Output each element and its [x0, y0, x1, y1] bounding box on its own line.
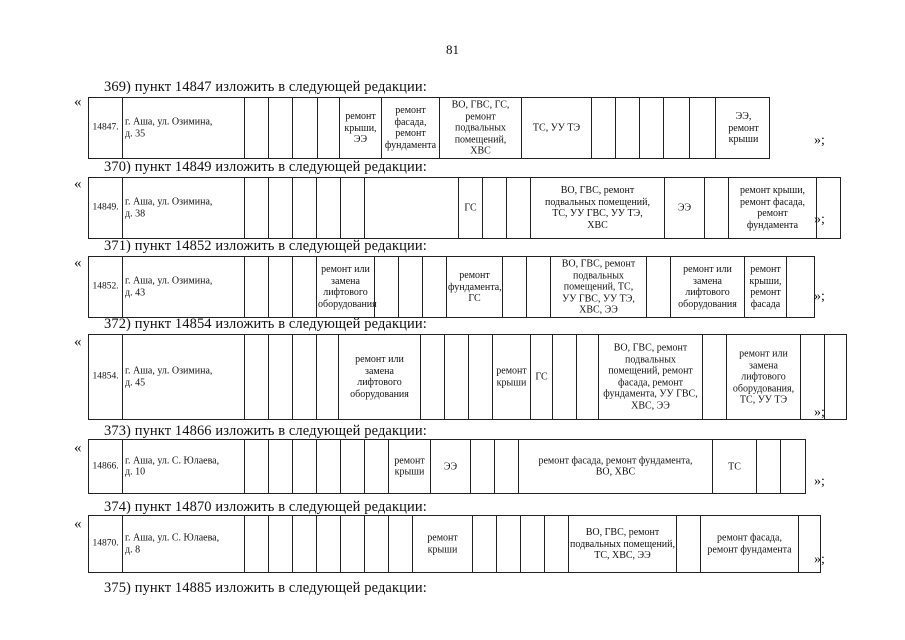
cell-number	[89, 178, 122, 238]
table-cell	[268, 98, 292, 158]
table-row	[88, 177, 841, 239]
open-quote: «	[74, 94, 82, 110]
cell-text: ТС	[728, 460, 741, 472]
table-cell	[492, 335, 530, 419]
table-cell	[496, 516, 520, 572]
close-quote: »;	[814, 289, 825, 304]
table-cell	[502, 257, 526, 317]
cell-address	[122, 516, 244, 572]
table-cell	[639, 98, 663, 158]
cell-address	[122, 257, 244, 317]
table-cell	[374, 257, 398, 317]
cell-text: г. Аша, ул. Озимина, д. 43	[125, 275, 213, 298]
table-cell	[728, 178, 816, 238]
table-cell	[316, 257, 377, 317]
table-row	[88, 97, 770, 159]
table-cell	[646, 257, 670, 317]
table-cell	[268, 440, 292, 493]
table-cell	[244, 98, 268, 158]
open-quote: «	[74, 440, 82, 456]
table-cell	[715, 98, 771, 158]
table-cell	[598, 335, 702, 419]
table-cell	[292, 335, 316, 419]
table-cell	[470, 440, 494, 493]
close-quote: »;	[814, 133, 825, 148]
table-cell	[364, 516, 388, 572]
cell-text: 14870.	[92, 538, 119, 549]
table-cell	[704, 178, 728, 238]
cell-text: ремонт фасада, ремонт фундамента, ВО, ХВС	[538, 455, 693, 478]
cell-text: ЭЭ, ремонт крыши	[728, 110, 759, 145]
table-cell	[702, 335, 726, 419]
table-cell	[430, 440, 470, 493]
cell-text: ремонт крыши	[427, 532, 458, 555]
entry-heading: 371) пункт 14852 изложить в следующей редакции:	[104, 238, 427, 254]
cell-text: г. Аша, ул. С. Юлаева, д. 8	[125, 532, 220, 555]
table-cell	[506, 178, 530, 238]
table-cell	[726, 335, 800, 419]
table-cell	[388, 516, 412, 572]
table-cell	[268, 257, 292, 317]
table-cell	[268, 178, 292, 238]
cell-address	[122, 178, 244, 238]
table-cell	[317, 98, 339, 158]
entry-heading: 374) пункт 14870 изложить в следующей редакции:	[104, 499, 427, 515]
table-cell	[412, 516, 472, 572]
table-cell	[494, 440, 518, 493]
cell-text: ТС, УУ ТЭ	[532, 122, 581, 134]
table-cell	[744, 257, 786, 317]
cell-text: 14849.	[92, 202, 119, 213]
open-quote: «	[74, 334, 82, 350]
table-cell	[292, 98, 317, 158]
table-cell	[664, 178, 704, 238]
table-cell	[689, 98, 715, 158]
entry-heading: 372) пункт 14854 изложить в следующей редакции:	[104, 316, 427, 332]
table-cell	[458, 178, 482, 238]
cell-text: ремонт фундамента, ГС	[448, 269, 502, 304]
table-cell	[338, 335, 420, 419]
cell-text: ЭЭ	[677, 202, 692, 214]
close-quote: »;	[814, 474, 825, 489]
table-row	[88, 439, 806, 494]
table-cell	[422, 257, 446, 317]
table-row	[88, 334, 847, 420]
table-cell	[615, 98, 639, 158]
table-cell	[292, 178, 316, 238]
table-cell	[439, 98, 521, 158]
cell-text: ВО, ГВС, ремонт подвальных помещений, ремонт фасада, ремонт фундамента, УУ ГВС, ХВС, ЭЭ	[603, 342, 698, 411]
cell-number	[89, 440, 122, 493]
cell-text: ремонт крыши, ремонт фасада	[749, 264, 782, 310]
cell-text: ремонт или замена лифтового оборудования, ТС, УУ ТЭ	[732, 348, 795, 406]
table-cell	[518, 440, 712, 493]
trailing-heading: 375) пункт 14885 изложить в следующей редакции:	[104, 580, 427, 596]
cell-text: ремонт крыши, ЭЭ	[344, 110, 377, 145]
open-quote: «	[74, 176, 82, 192]
cell-text: ГС	[535, 371, 548, 383]
table-cell	[244, 440, 268, 493]
cell-number	[89, 98, 122, 158]
cell-text: ВО, ГВС, ремонт подвальных помещений, ТС, УУ ГВС, УУ ТЭ, ХВС	[544, 185, 650, 231]
table-cell	[670, 257, 744, 317]
table-cell	[676, 516, 700, 572]
table-cell	[521, 98, 591, 158]
cell-text: 14847.	[92, 122, 119, 133]
cell-address	[122, 98, 244, 158]
cell-text: 14866.	[92, 460, 119, 471]
close-quote: »;	[814, 405, 825, 420]
cell-text: г. Аша, ул. Озимина, д. 38	[125, 196, 213, 219]
table-cell	[398, 257, 422, 317]
table-cell	[339, 98, 381, 158]
cell-text: ЭЭ	[443, 460, 458, 472]
table-cell	[244, 178, 268, 238]
cell-address	[122, 335, 244, 419]
close-quote: »;	[814, 212, 825, 227]
table-cell	[576, 335, 598, 419]
cell-text: ремонт или замена лифтового оборудования	[678, 264, 737, 310]
cell-text: ремонт или замена лифтового оборудования	[318, 264, 377, 310]
table-cell	[780, 440, 807, 493]
table-cell	[816, 178, 842, 238]
table-cell	[472, 516, 496, 572]
table-cell	[591, 98, 615, 158]
table-cell	[700, 516, 798, 572]
page-number: 81	[446, 42, 459, 57]
table-cell	[268, 335, 292, 419]
cell-number	[89, 516, 122, 572]
table-cell	[530, 178, 664, 238]
table-cell	[552, 335, 576, 419]
cell-text: ВО, ГВС, ремонт подвальных помещений, ТС, УУ ГВС, УУ ТЭ, ХВС, ЭЭ	[561, 258, 636, 316]
table-cell	[292, 257, 316, 317]
table-cell	[244, 516, 268, 572]
table-row	[88, 256, 815, 318]
open-quote: «	[74, 516, 82, 532]
table-row	[88, 515, 821, 573]
table-cell	[316, 516, 340, 572]
entry-heading: 369) пункт 14847 изложить в следующей редакции:	[104, 79, 427, 95]
table-cell	[364, 440, 388, 493]
table-cell	[292, 440, 316, 493]
cell-number	[89, 257, 122, 317]
table-cell	[244, 257, 268, 317]
table-cell	[292, 516, 316, 572]
table-cell	[756, 440, 780, 493]
table-cell	[468, 335, 492, 419]
cell-text: 14852.	[92, 281, 119, 292]
table-cell	[340, 440, 364, 493]
table-cell	[316, 178, 340, 238]
cell-text: ВО, ГВС, ремонт подвальных помещений, ТС, ХВС, ЭЭ	[570, 526, 676, 561]
table-cell	[544, 516, 568, 572]
table-cell	[568, 516, 676, 572]
cell-text: ВО, ГВС, ГС, ремонт подвальных помещений, ХВС	[451, 99, 510, 157]
table-cell	[712, 440, 756, 493]
entry-heading: 373) пункт 14866 изложить в следующей редакции:	[104, 423, 427, 439]
cell-text: ремонт крыши	[496, 365, 527, 388]
cell-text: ремонт фасада, ремонт фундамента	[384, 105, 437, 151]
cell-text: ремонт крыши, ремонт фасада, ремонт фундамента	[739, 185, 806, 231]
cell-text: ремонт крыши	[394, 455, 425, 478]
table-cell	[824, 335, 848, 419]
table-cell	[420, 335, 444, 419]
table-cell	[244, 335, 268, 419]
table-cell	[340, 178, 364, 238]
cell-text: г. Аша, ул. С. Юлаева, д. 10	[125, 455, 220, 478]
cell-text: г. Аша, ул. Озимина, д. 35	[125, 116, 213, 139]
table-cell	[482, 178, 506, 238]
table-cell	[388, 440, 430, 493]
cell-text: г. Аша, ул. Озимина, д. 45	[125, 365, 213, 388]
table-cell	[786, 257, 816, 317]
table-cell	[340, 516, 364, 572]
table-cell	[530, 335, 552, 419]
table-cell	[316, 335, 338, 419]
cell-number	[89, 335, 122, 419]
open-quote: «	[74, 255, 82, 271]
table-cell	[663, 98, 689, 158]
table-cell	[316, 440, 340, 493]
table-cell	[364, 178, 458, 238]
table-cell	[446, 257, 502, 317]
table-cell	[268, 516, 292, 572]
table-cell	[526, 257, 550, 317]
table-cell	[550, 257, 646, 317]
table-cell	[444, 335, 468, 419]
cell-text: ремонт или замена лифтового оборудования	[350, 354, 409, 400]
cell-text: 14854.	[92, 371, 119, 382]
cell-text: ГС	[464, 202, 477, 214]
entry-heading: 370) пункт 14849 изложить в следующей редакции:	[104, 159, 427, 175]
cell-address	[122, 440, 244, 493]
table-cell	[520, 516, 544, 572]
table-cell	[381, 98, 439, 158]
cell-text: ремонт фасада, ремонт фундамента	[707, 532, 792, 555]
close-quote: »;	[814, 552, 825, 567]
